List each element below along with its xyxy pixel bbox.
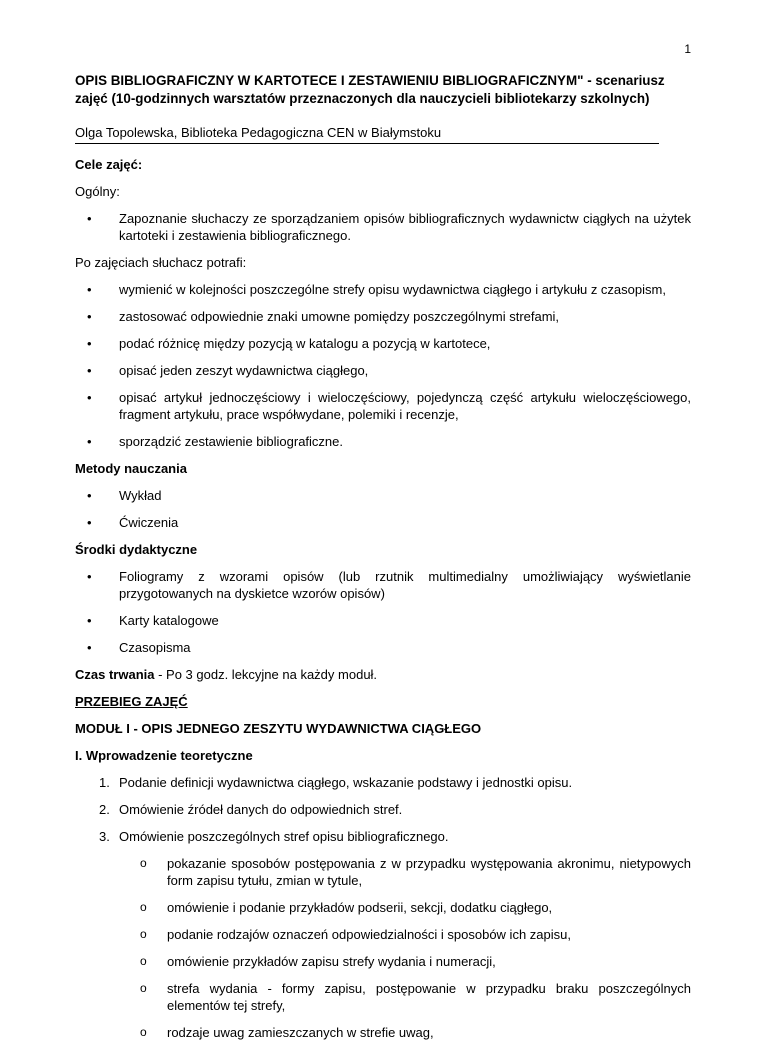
list-item: [75, 1024, 691, 1041]
list-item: [75, 801, 691, 818]
list-item: • Foliogramy z wzorami opisów (lub rzutnik multimedialny umożliwiający wyświetlanie przygotowanych na dyskietce wzorów opisów): [75, 568, 691, 602]
step-text: Omówienie poszczególnych stref opisu bibliograficznego.: [119, 829, 449, 844]
step-number: 2.: [99, 802, 110, 817]
duration-label: Czas trwania: [75, 667, 155, 682]
circle-marker: o: [140, 981, 147, 995]
page-number: 1: [684, 42, 691, 56]
list-item: • Zapoznanie słuchaczy ze sporządzaniem opisów bibliograficznych wydawnictw ciągłych na użytek kartoteki i zestawienia bibliograficznego.: [75, 210, 691, 244]
goals-heading: Cele zajęć:: [75, 157, 143, 172]
substep-text: omówienie przykładów zapisu strefy wydania i numeracji,: [167, 954, 496, 969]
goals-after-label: Po zajęciach słuchacz potrafi:: [75, 255, 247, 270]
list-item: [75, 953, 691, 970]
section-title: I. Wprowadzenie teoretyczne: [75, 748, 253, 763]
step-number: 3.: [99, 829, 110, 844]
goals-after-list: [75, 281, 691, 450]
author-line: Olga Topolewska, Biblioteka Pedagogiczna CEN w Białymstoku: [75, 124, 659, 144]
duration-text: - Po 3 godz. lekcyjne na każdy moduł.: [154, 667, 378, 682]
list-item: [75, 926, 691, 943]
list-item: • Czasopisma: [75, 639, 691, 656]
substep-text: pokazanie sposobów postępowania z w przypadku występowania akronimu, nietypowych form zapisu tytułu, zmian w tytule,: [167, 856, 691, 888]
goals-general-label: Ogólny:: [75, 184, 120, 199]
list-item: • Wykład: [75, 487, 691, 504]
course-heading: PRZEBIEG ZAJĘĆ: [75, 694, 188, 709]
circle-marker: o: [140, 900, 147, 914]
list-item: • opisać artykuł jednoczęściowy i wieloczęściowy, pojedynczą część artykułu wieloczęściowego, fragment artykułu, prace współwydane, polemiki i recenzje,: [75, 389, 691, 423]
substep-text: omówienie i podanie przykładów podserii, sekcji, dodatku ciągłego,: [167, 900, 553, 915]
step-number: 1.: [99, 775, 110, 790]
substep-text: podanie rodzajów oznaczeń odpowiedzialności i sposobów ich zapisu,: [167, 927, 571, 942]
steps-list: [75, 774, 691, 845]
list-item: • Ćwiczenia: [75, 514, 691, 531]
list-item: • podać różnicę między pozycją w katalogu a pozycją w kartotece,: [75, 335, 691, 352]
list-item: [75, 899, 691, 916]
circle-marker: o: [140, 927, 147, 941]
document-title: OPIS BIBLIOGRAFICZNY W KARTOTECE I ZESTAWIENIU BIBLIOGRAFICZNYM" - scenariusz zajęć (10-godzinnych warsztatów przeznaczonych dla nauczycieli bibliotekarzy szkolnych): [75, 73, 665, 106]
list-item: • zastosować odpowiednie znaki umowne pomiędzy poszczególnymi strefami,: [75, 308, 691, 325]
circle-marker: o: [140, 856, 147, 870]
substep-text: rodzaje uwag zamieszczanych w strefie uwag,: [167, 1025, 434, 1040]
resources-list: [75, 568, 691, 656]
list-item: [75, 855, 691, 889]
step-text: Omówienie źródeł danych do odpowiednich stref.: [119, 802, 403, 817]
list-item: • opisać jeden zeszyt wydawnictwa ciągłego,: [75, 362, 691, 379]
list-item: [75, 774, 691, 791]
goals-general-list: [75, 210, 691, 244]
list-item: • wymienić w kolejności poszczególne strefy opisu wydawnictwa ciągłego i artykułu z czasopism,: [75, 281, 691, 298]
resources-heading: Środki dydaktyczne: [75, 542, 198, 557]
list-item: [75, 980, 691, 1014]
substep-text: strefa wydania - formy zapisu, postępowanie w przypadku braku poszczególnych elementów tej strefy,: [167, 981, 691, 1013]
document-body: [75, 72, 691, 1041]
list-item: • Karty katalogowe: [75, 612, 691, 629]
step-text: Podanie definicji wydawnictwa ciągłego, wskazanie podstawy i jednostki opisu.: [119, 775, 573, 790]
list-item: [75, 828, 691, 845]
methods-list: [75, 487, 691, 531]
duration-line: [75, 666, 691, 683]
module-title: MODUŁ I - OPIS JEDNEGO ZESZYTU WYDAWNICTWA CIĄGŁEGO: [75, 721, 482, 736]
list-item: • sporządzić zestawienie bibliograficzne.: [75, 433, 691, 450]
circle-marker: o: [140, 954, 147, 968]
substeps-list: [75, 855, 691, 1041]
circle-marker: o: [140, 1025, 147, 1039]
methods-heading: Metody nauczania: [75, 461, 187, 476]
